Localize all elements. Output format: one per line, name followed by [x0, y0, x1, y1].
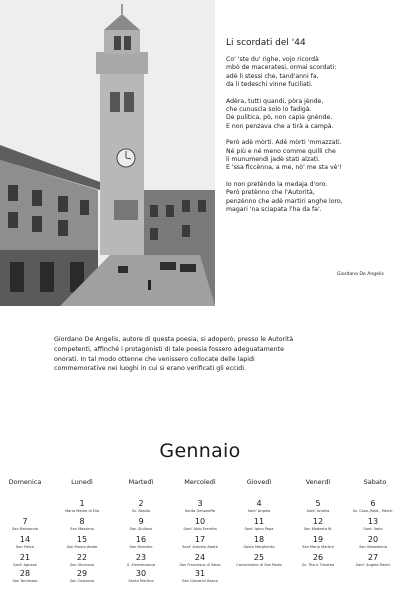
poem-line: Io non pretèndo la medaja d'oro. — [226, 180, 328, 188]
calendar-day-number: 7 — [22, 517, 28, 526]
calendar-day-number: 4 — [256, 499, 262, 508]
calendar-day-number: 5 — [315, 499, 321, 508]
calendar-day-number: 21 — [19, 553, 31, 562]
calendar-day-number: 2 — [138, 499, 144, 508]
calendar-day-number: 27 — [367, 553, 379, 562]
poem-line: Però pretènno che l'Autorità, — [226, 189, 315, 197]
calendar-day-number: 11 — [253, 517, 265, 526]
calendar-day-number: 20 — [367, 535, 379, 544]
calendar-saint: Sant' Antonio Abate — [182, 545, 218, 549]
calendar-saint: San Costanzo — [69, 579, 95, 583]
poem-line: li munumendi jadè stati alzati. — [226, 156, 320, 164]
poem-line: Né più e né meno comme quilli che — [226, 147, 336, 155]
poem-stanza — [226, 139, 396, 173]
calendar-saint: Sant' Amelia — [306, 509, 330, 513]
author-note — [54, 335, 354, 374]
note-line: onorati. In tal modo ottenne che venissero collocate delle lapidi — [54, 355, 255, 363]
note-line: commemorative nei luoghi in cui si erano verificati gli eccidi. — [54, 365, 247, 373]
calendar-saint: San Mauro Abate — [66, 545, 98, 549]
note-line: competenti, affinché i protagonisti di tale poesia fossero adeguatamente — [54, 345, 284, 353]
calendar-day-number: 10 — [194, 517, 206, 526]
weekday-header: Domenica — [8, 478, 42, 486]
calendar-day-number: 28 — [19, 569, 31, 578]
calendar-saint: San Francesco di Sales — [179, 563, 221, 567]
calendar-saint: Conversione di San Paolo — [236, 563, 282, 567]
calendar-day-number: 9 — [138, 517, 144, 526]
calendar-saint: Santa Genoveffa — [184, 509, 216, 513]
calendar-saint: San Massimo — [70, 527, 94, 531]
calendar-day-number: 12 — [312, 517, 324, 526]
calendar-saint: San Felice — [15, 545, 35, 549]
calendar-saint: Santa Margherita — [243, 545, 275, 549]
calendar-day-number: 29 — [76, 569, 88, 578]
calendar-day-number: 25 — [253, 553, 265, 562]
calendar-day-number: 1 — [79, 499, 85, 508]
calendar-day-number: 18 — [253, 535, 265, 544]
poem — [226, 38, 396, 223]
calendar-saint: Ss. Basilio — [131, 509, 151, 513]
calendar-saint: San Giuliano — [129, 527, 153, 531]
calendar-saint: San Marcello — [129, 545, 153, 549]
calendar-day-number: 15 — [76, 535, 88, 544]
poem-stanza — [226, 98, 396, 132]
weekday-header: Martedì — [128, 478, 154, 486]
calendar-saint: Santa Martina — [128, 579, 154, 583]
poem-title: Li scordati del '44 — [226, 38, 306, 48]
calendar-saint: Ss. Tito e Timoteo — [301, 563, 335, 567]
clock-tower-illustration — [0, 0, 215, 306]
calendar-saint: San Vincenzo — [69, 563, 95, 567]
calendar-day-number: 26 — [312, 553, 324, 562]
calendar-day-number: 8 — [79, 517, 85, 526]
poem-stanza — [226, 56, 396, 90]
poem-line: De pulitica, pò, non capìa gnènde. — [226, 114, 333, 122]
calendar-saint: San Raimondo — [12, 527, 38, 531]
calendar-saint: San Mario Martire — [302, 545, 334, 549]
calendar-day-number: 31 — [194, 569, 206, 578]
calendar-saint: Sant' Angela Merici — [355, 563, 391, 567]
calendar-day-number: 17 — [194, 535, 206, 544]
note-line: Giordano De Angelis, autore di questa poesia, si adoperò, presso le Autorità — [54, 336, 294, 343]
weekday-header: Mercoledì — [184, 478, 216, 486]
weekday-header: Lunedì — [71, 478, 93, 486]
poem-line: Però adè mòrti. Adè mòrti 'mmazzati. — [226, 139, 342, 147]
poem-line: Adèra, tutti quandi, pòra jènde, — [226, 97, 324, 105]
weekday-header: Venerdì — [305, 478, 331, 486]
calendar-saint: San Modesto M. — [303, 527, 333, 531]
poem-line: E 'ssa ficcènna, a me, nò' me sta vè'! — [226, 164, 342, 172]
calendar-saint: Sant' Igino Papa — [244, 527, 274, 531]
month-title: Gennaio — [159, 440, 241, 462]
poem-line: che cunuscìa solo lo fadigà. — [226, 106, 312, 114]
calendar-saint: Ss. Casp.,Bald., Melch. — [352, 509, 394, 513]
calendar-day-number: 19 — [312, 535, 324, 544]
calendar-saint: Sant' Angela — [247, 509, 271, 513]
calendar-saint: San Tommaso — [12, 579, 38, 583]
poem-author: Giordano De Angelis — [337, 272, 384, 277]
poem-line: penzènno che adè martiri anghe loro, — [226, 197, 343, 205]
calendar-day-number: 22 — [76, 553, 88, 562]
calendar-day-number: 3 — [197, 499, 203, 508]
clock-tower-photo — [0, 0, 215, 306]
poem-line: Co' 'ste du' righe, vojo ricordà — [226, 56, 319, 63]
calendar-day-number: 14 — [19, 535, 31, 544]
calendar-saint: Sant' Ilario — [363, 527, 383, 531]
calendar-saint: San Giovanni Bosco — [182, 579, 218, 583]
calendar-saint: S. Emerenziana — [126, 563, 156, 567]
poem-line: E non penzava che a tirà a campà. — [226, 122, 334, 130]
calendar-day-number: 23 — [135, 553, 147, 562]
calendar-day-number: 24 — [194, 553, 206, 562]
poem-line: adè li stessi che, tand'anni fa, — [226, 72, 319, 80]
poem-line: da li tedeschi vinne fuciliati. — [226, 81, 313, 89]
poem-line: mbò de maceratesi, ormai scordati: — [226, 64, 337, 72]
calendar-saint: Sant' Agnese — [13, 563, 37, 567]
calendar-saint: Sant' Aldo Eremita — [183, 527, 217, 531]
poem-line: magari 'na sciapata l'ha da fa'. — [226, 206, 322, 214]
weekday-header: Sabato — [363, 478, 387, 486]
calendar-day-number: 30 — [135, 569, 147, 578]
calendar-day-number: 13 — [367, 517, 379, 526]
calendar-day-number: 16 — [135, 535, 147, 544]
calendar-saint: Maria Madre di Dio — [65, 509, 99, 513]
calendar-day-number: 6 — [370, 499, 376, 508]
poem-stanza — [226, 181, 396, 215]
weekday-header: Giovedì — [246, 478, 272, 486]
calendar-saint: San Sebastiano — [359, 545, 387, 549]
